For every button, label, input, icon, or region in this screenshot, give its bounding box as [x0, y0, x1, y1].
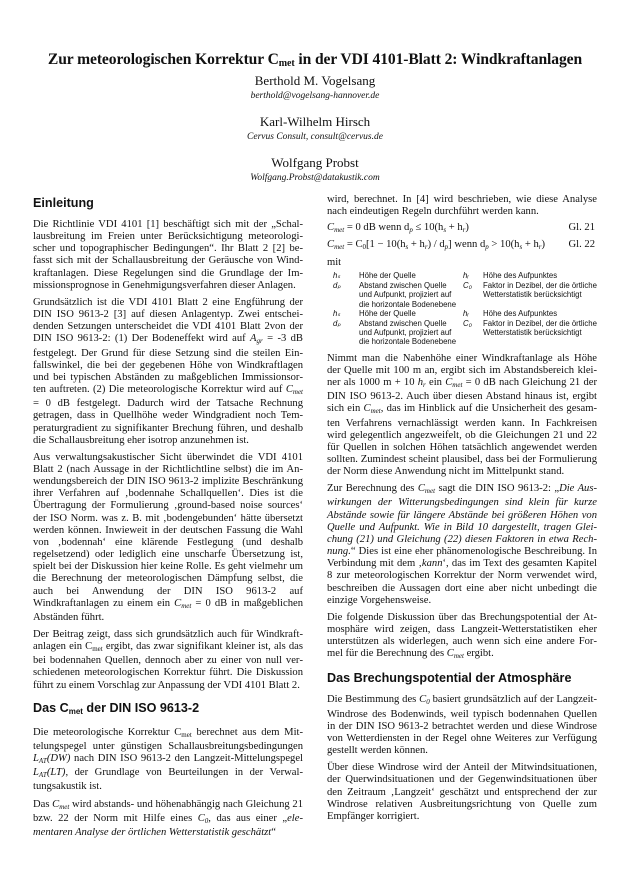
symbol: C [446, 648, 454, 660]
heading-text: Das C [33, 700, 69, 715]
author-contact: Wolfgang.Probst@datakustik.com [250, 173, 380, 183]
eq-subscript: met [334, 243, 345, 252]
eq-text: ) / d [427, 239, 445, 251]
symbol: C [197, 812, 205, 824]
symbol: L [33, 753, 39, 765]
symbol-legend [333, 271, 597, 346]
symbol-subscript: AT [38, 757, 47, 766]
eq-symbol: C [327, 222, 335, 234]
text: = 0 dB nach Gleichung 21 der DIN ISO 9613-2. Auch über diesen Abstand hinaus ist, ergibt sich ein [327, 377, 597, 415]
symbol-subscript: met [453, 652, 464, 661]
eq-text: + h [408, 239, 425, 251]
eq-text: ] wenn d [448, 239, 486, 251]
eq-subscript: s [405, 243, 409, 252]
title-text-rest: in der VDI 4101-Blatt 2: Windkraftanlagen [294, 51, 583, 68]
paragraph [327, 483, 597, 607]
section-heading-einleitung: Einleitung [33, 196, 94, 210]
author-contact: berthold@vogelsang-hannover.de [250, 91, 380, 101]
legend-desc: Höhe der Quelle [359, 309, 416, 319]
quote-text: Die Auswirkungen der Witterungsbedingungen sind klein für kurze Abstände sowie für längere Abstände bei größeren Höhen von Quelle und Aufpunkt. Wie in Bild 10 dargestellt, tragen Gleichung (21) und Gleichung (22) diesen Faktoren in etwa Rechnung. [327, 483, 597, 558]
symbol-subscript: met [181, 601, 192, 610]
legend-symbol: hₛ [333, 309, 341, 319]
eq-subscript: r [538, 243, 542, 252]
legend-desc: Höhe des Aufpunktes [483, 309, 558, 319]
eq-subscript: p [485, 243, 489, 252]
symbol: A [250, 333, 257, 345]
text: Aus verwaltungsakustischer Sicht überwindet die VDI 4101 Blatt 2 (nach Aussage in der Richtlichtline selbst) die im Anwendungsbereich der DIN ISO 9613-2 implizite Beschränkung ihrer Verfahren auf ‚bodennahe Schallquellen‘. Dies ist die Übertragung der Formulierung ‚ground-based noise sources‘ der ISO Norm. was z. B. mit ‚bodengebunden‘ hätte übersetzt werden können. Inwieweit in der deutschen Fassung die Wahl von ‚bodennah‘ eine klärende Festlegung (und deshalb regelsetzend) oder lediglich eine unscharfe Übersetzung ist, spielt bei der Diskussion hier keine Rolle. Es geht vielmehr um die Berechnung der meteorologischen Dämpfung selbst, die auch bei Anwendung der DIN ISO 9613-2 auf Windkraftanlagen zu einem ein [33, 451, 303, 609]
heading-text: der DIN ISO 9613-2 [82, 700, 200, 715]
section-heading-brechungspotential: Das Brechungspotential der Atmosphäre [327, 671, 572, 686]
symbol: C [363, 403, 371, 415]
legend-symbol: dₚ [333, 280, 341, 290]
symbol-subscript: met [181, 730, 192, 739]
symbol: (DW) [46, 753, 71, 765]
left-column [33, 196, 303, 844]
symbol-subscript: 0 [204, 816, 209, 825]
text: Grundsätzlich ist die VDI 4101 Blatt 2 eine Engführung der DIN ISO 9613-2 [3] auf diesen Anlagentyp. Zwei entscheidenden Setzungen unterscheidet die VDI 4101 Blatt 2von der DIN ISO 9613-2: (1) Der Bodeneffekt wird auf [33, 296, 303, 345]
eq-subscript: r [462, 226, 466, 235]
symbol-subscript: met [370, 407, 381, 416]
paragraph [327, 353, 597, 479]
eq-subscript: r [424, 243, 428, 252]
equation-22 [327, 239, 597, 256]
symbol: C [285, 384, 293, 396]
legend-symbol: C₀ [463, 280, 472, 290]
paragraph [327, 612, 597, 663]
mit-label: mit [327, 257, 342, 269]
author-name: Berthold M. Vogelsang [254, 73, 376, 88]
eq-text: > 10(h [488, 239, 520, 251]
text: , der Grundlage von Beurteilungen in der Verwaltungsakustik ist. [33, 767, 303, 793]
symbol: C [419, 694, 427, 706]
text: ein [425, 377, 446, 389]
legend-symbol: dₚ [333, 318, 341, 328]
quote-text: elementaren Analyse der örtlichen Wetterstatistik geschätzt [33, 812, 303, 838]
text: “ [271, 826, 276, 838]
paragraph: wird, berechnet. In [4] wird beschrieben, wie diese Analyse nach eindeutigen Regeln durchführt werden kann. [327, 194, 597, 218]
eq-subscript: s [519, 243, 523, 252]
text: Die folgende Diskussion über das Brechungspotential der Atmosphäre wird zeigen, dass Langzeit-Wetterstatistiken eher unterstützen als widerlegen, auch wenn sich eine andere Formel für die Berechnung des [327, 611, 597, 660]
equation-21 [327, 222, 597, 239]
legend-desc: Abstand zwischen Quelle und Aufpunkt, projiziert auf die horizontale Bodenebene [359, 318, 457, 347]
heading-subscript: met [68, 706, 83, 716]
eq-subscript: p [444, 243, 449, 252]
title-text: Zur meteorologischen Korrektur C [47, 51, 279, 68]
text: Nimmt man die Nabenhöhe einer Windkraftanlage als Höhe der Quelle mit 100 m an, ergibt sich im Abstandsbereich kleiner als 1000 m + 10 [327, 352, 597, 389]
equation-label: Gl. 21 [568, 222, 595, 234]
symbol-subscript: met [424, 487, 436, 496]
paragraph [33, 629, 303, 692]
symbol: C [174, 597, 182, 609]
text: ‘, das im Text des gesamten Kapitel 8 zur meteorologischen Korrektur der Norm verwendet wird, beschreiben die Aussagen dort eine aber nicht unbedingt die einzige Vorgehensweise. [327, 558, 597, 606]
legend-desc: Faktor in Dezibel, der die örtliche Wetterstatistik berücksichtigt [483, 318, 597, 337]
paragraph [33, 799, 303, 839]
legend-desc: Abstand zwischen Quelle und Aufpunkt, projiziert auf die horizontale Bodenebene [359, 280, 457, 309]
eq-subscript: p [409, 226, 413, 235]
symbol-subscript: met [59, 802, 70, 811]
text: Zur Berechnung des [327, 483, 418, 495]
paragraph: Die Richtlinie VDI 4101 [1] beschäftigt sich mit der „Schallausbreitung im Freien unter Berücksichtigung meteorologischer und topographischer Bedingungen“. Ihr Blatt 2 [2] befasst sich mit der Schallausbreitung der Geräusche von Windkraftanlagen. Diese Regelungen sind die Grundlage der Immissionsprognose in Genehmigungsverfahren dieser Anlagen. [33, 219, 303, 291]
text: , das aus einer „ [208, 812, 288, 824]
text: ergibt. [463, 648, 494, 660]
text: Der Beitrag zeigt, dass sich grundsätzlich auch für Windkraftanlagen ein C [33, 629, 303, 653]
eq-text: = 0 dB wenn d [344, 222, 410, 234]
paragraph: Über diese Windrose wird der Anteil der Mitwindsituationen, der Querwindsituationen und der Gegenwindsituationen über den Zeitraum ‚Langzeit‘ geschätzt und entsprechend der zur Windrose relativen Ausbreitungsrichtung von Quelle zum Empfänger korrigiert. [327, 762, 597, 822]
eq-text: + h [522, 239, 539, 251]
text: basiert grundsätzlich auf der Langzeit-Windrose des Bodenwinds, weil typisch bodennahen Quellen in der DIN ISO 9613-2 betrachtet werden und diese Windrose von Wetterdiensten in der Regel ohne Weiteres zur Verfügung gestellt werden können. [327, 694, 597, 757]
text: nach DIN ISO 9613-2 den Langzeit-Mittelungspegel [70, 753, 303, 765]
text: wird abstands- und höhenabhängig nach Gleichung 21 bzw. 22 der Norm mit Hilfe eines [33, 798, 303, 824]
legend-desc: Höhe der Quelle [359, 271, 416, 281]
paragraph [327, 694, 597, 757]
paragraph [33, 727, 303, 794]
text: = 0 dB festgelegt. Dadurch wird der Tatsache Rechnung getragen, dass in Quellhöhe weder Windgradient noch Temperaturgradient zu signifikanter Brechung führen, und deshalb die Schallausbreitung eher isotrop anzunehmen ist. [33, 398, 303, 446]
eq-subscript: 0 [362, 243, 367, 252]
text: = 0 dB in maßgeblichen Abständen führt. [33, 597, 303, 623]
symbol: C [52, 798, 60, 810]
text: Das [33, 798, 53, 810]
text: “ Dies ist eine eher phänomenologische Beschreibung. In Verbindung mit dem ‚ [327, 546, 597, 570]
symbol-subscript: AT [38, 771, 47, 780]
text: berechnet aus dem Mittelungspegel unter günstigen Schallausbreitungsbedingungen [33, 726, 303, 752]
legend-desc: Faktor in Dezibel, der die örtliche Wetterstatistik berücksichtigt [483, 280, 597, 300]
legend-symbol: hᵣ [463, 309, 469, 319]
paragraph [33, 297, 303, 447]
legend-desc: Höhe des Aufpunktes [483, 271, 558, 281]
eq-subscript: met [334, 226, 345, 235]
eq-text: ) [465, 222, 469, 234]
symbol-subscript: met [92, 645, 103, 654]
author-name: Wolfgang Probst [271, 155, 359, 170]
eq-text: = C [344, 239, 363, 251]
right-column [327, 194, 597, 828]
legend-symbol: hₛ [333, 271, 341, 281]
eq-symbol: C [327, 239, 335, 251]
symbol: C [445, 377, 453, 389]
text: = -3 dB festgelegt. Der Grund für diese Setzung sind die steilen Einfallswinkel, die bei der gegebenen Höhe von Windkraftlagen und bei typischen Abständen zu maßgeblichen Immissionsorten auftreten. (2) Die meteorologische Korrektur wird auf [33, 333, 303, 396]
quote-text: kann [421, 558, 443, 570]
legend-symbol: hᵣ [463, 271, 469, 281]
text: Die Bestimmung des [327, 694, 420, 706]
paragraph [33, 452, 303, 624]
eq-text: ) [541, 239, 546, 251]
author-contact: Cervus Consult, consult@cervus.de [247, 132, 383, 142]
eq-text: [1 − 10(h [366, 239, 406, 251]
eq-subscript: s [443, 226, 447, 235]
symbol: h [417, 377, 424, 389]
symbol: C [417, 483, 425, 495]
symbol-subscript: gr [256, 337, 263, 346]
author-name: Karl-Wilhelm Hirsch [259, 114, 371, 129]
text: , das im Hinblick auf die Unsicherheit des gesamten Verfahrens vernachlässigt werden kann. In Fachkreisen wird gelegentlich angezweifelt, ob die Gleichungen 21 und 22 für Quellen in solchen Höhen tatsächlich angewendet werden sollten. Zumindest scheint plausibel, dass bei der Formulierung der Norm diese Anwendung nicht im Mittelpunkt stand. [327, 403, 597, 478]
symbol-subscript: r [423, 381, 426, 390]
symbol-subscript: met [292, 388, 303, 397]
eq-text: ≤ 10(h [412, 222, 444, 234]
eq-text: + h [446, 222, 463, 234]
text: Die meteorologische Korrektur C [33, 726, 182, 738]
text: sagt die DIN ISO 9613-2: „ [435, 483, 560, 495]
equation-label: Gl. 22 [568, 239, 595, 251]
paper-title [0, 51, 630, 69]
title-subscript: met [278, 58, 295, 69]
legend-symbol: C₀ [463, 318, 472, 328]
symbol-subscript: 0 [426, 698, 430, 707]
symbol-subscript: met [452, 381, 463, 390]
symbol: L [33, 767, 39, 779]
symbol: (LT) [46, 767, 66, 779]
section-heading-cmet [33, 701, 303, 719]
text: ergibt, das zwar signifikant kleiner ist, als das bei bodennahen Quellen, dennoch aber zu einer von null verschiedenen meteorologischen Korrektur führt. Die Diskussion führt zu einem Vorschlag zur Anpassung der VDI 4101 Blatt 2. [33, 641, 303, 691]
